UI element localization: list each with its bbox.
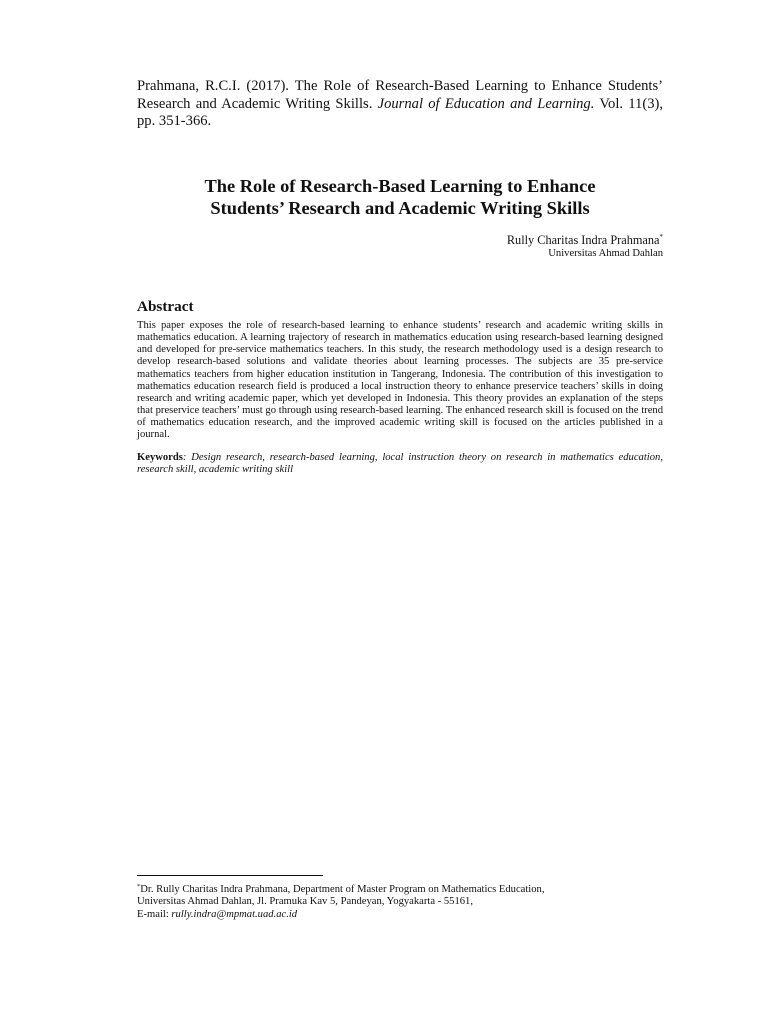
footnote-divider [137,875,323,876]
citation-journal: Journal of Education and Learning. [377,95,595,112]
abstract-body: This paper exposes the role of research-based learning to enhance students’ research and academic writing skills in mathematics education. A learning trajectory of research in mathematics education using research-based learning designed and developed for pre-service mathematics teachers. In this study, the research methodology used is a design research to develop research-based solutions and validate theories about learning processes. The subjects are 35 pre-service mathematics teachers from higher education institution in Tangerang, Indonesia. The contribution of this investigation to mathematics education research field is produced a local instruction theory to enhance preservice teachers’ skills in doing research and writing academic paper, which yet developed in Indonesia. This theory provides an explanation of the steps that preservice teachers’ must go through using research-based learning. The enhanced research skill is focused on the trend of mathematics education research, and the improved academic writing skill is focused on the articles published in a journal. [137,320,663,441]
footnote [137,881,663,921]
paper-title-line-1: The Role of Research-Based Learning to Enhance [204,176,596,196]
citation-reference [137,78,663,131]
abstract-heading: Abstract [137,298,194,315]
paper-title [120,175,680,219]
keywords [137,452,663,476]
keywords-text: : Design research, research-based learning, local instruction theory on research in mathematics education, research skill, academic writing skill [137,452,663,476]
footnote-email-label: E-mail: [137,908,172,920]
footnote-marker: * [137,883,141,890]
footnote-text-1: Dr. Rully Charitas Indra Prahmana, Department of Master Program on Mathematics Education, [140,884,545,895]
keywords-label: Keywords [137,452,183,463]
citation-volume-pages: Vol. 11(3), pp. 351-366. [137,95,663,129]
footnote-line-2: Universitas Ahmad Dahlan, Jl. Pramuka Kav 5, Pandeyan, Yogyakarta - 55161, [137,896,473,908]
author-footnote-marker: * [659,233,663,241]
author-name-line [507,231,663,247]
author-affiliation: Universitas Ahmad Dahlan [548,248,663,259]
citation-authors-title: Prahmana, R.C.I. (2017). The Role of Research-Based Learning to Enhance Students’ Research and Academic Writing Skills. [137,78,663,112]
author-name: Rully Charitas Indra Prahmana [506,233,660,247]
footnote-email-link[interactable]: rully.indra@mpmat.uad.ac.id [171,908,298,920]
paper-title-line-2: Students’ Research and Academic Writing Skills [210,198,590,218]
author-block [507,231,663,260]
footnote-line-3 [137,909,663,921]
footnote-line-1 [137,881,663,896]
